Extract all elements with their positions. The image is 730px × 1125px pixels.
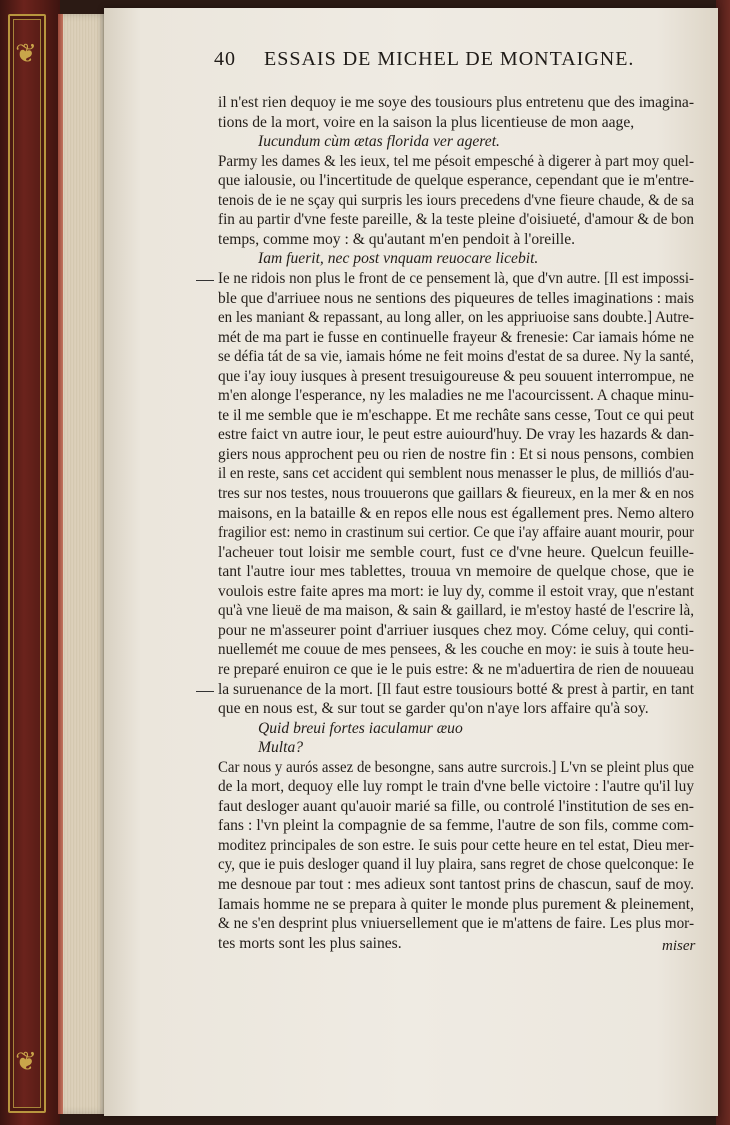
running-title: ESSAIS DE MICHEL DE MONTAIGNE. — [264, 48, 635, 70]
text-line: tes morts sont les plus saines. — [218, 934, 402, 952]
margin-mark — [196, 691, 214, 692]
text-line: estre faict vn autre iour, le peut estre auiourd'huy. De vray les hazards & dan- — [218, 426, 695, 444]
text-line: Iam fuerit, nec post vnquam reuocare licebit. — [258, 250, 539, 268]
book-cover-right — [716, 0, 730, 1125]
text-line: voulois estre faite apres ma mort: ie luy dy, comme il estoit vray, que n'estant — [218, 582, 694, 600]
text-line: l'acheuer tout loisir me semble court, fust ce d'vne heure. Quelcun feuille- — [218, 543, 694, 561]
text-line: ble que d'arriuee nous ne sentions des piqueures de telles imaginations : mais — [218, 289, 695, 307]
text-line: maisons, en la bataille & en repos elle nous est égallement pres. Nemo altero — [218, 504, 695, 522]
text-line: tres sur nos testes, nous trouuerons que gaillars & fieureux, en la mer & en nos — [218, 485, 694, 502]
ornament-icon: ❦ — [15, 1047, 37, 1077]
margin-mark — [196, 280, 214, 281]
text-line: Ie ne ridois non plus le front de ce pensement là, que d'vn autre. [Il est impossi- — [218, 269, 694, 287]
text-line: qu'à vne lieuë de ma maison, & sain & gaillard, ie m'estoy hasté de l'escrire là, — [218, 602, 694, 620]
text-line: de la mort, dequoy elle luy rompt le train d'vne belle victoire : l'autre qu'il luy — [218, 778, 695, 796]
text-line: Car nous y aurós assez de besongne, sans autre surcrois.] L'vn se pleint plus que — [218, 758, 695, 776]
text-line: Iamais homme ne se prepara à quiter le monde plus purement & pleinement, — [218, 895, 695, 913]
text-line: mét de ma part ie fusse en continuelle frayeur & frenesie: Car iamais hóme ne — [218, 328, 694, 346]
text-line: tant l'autre iour mes tablettes, trouua vn memoire de quelque chose, que ie — [218, 563, 694, 581]
catchword: miser — [662, 938, 696, 954]
text-line: moditez principales de son estre. Ie suis pour cette heure en tel estat, Dieu mer- — [218, 836, 695, 854]
gilt-border — [8, 14, 46, 1113]
text-line: Multa? — [258, 739, 304, 757]
text-line: Iucundum cùm ætas florida ver ageret. — [258, 133, 500, 151]
text-line: que en nous est, & sur tout se garder qu'on n'aye lors affaire qu'à soy. — [218, 700, 649, 718]
page-number: 40 — [214, 48, 236, 70]
text-line: fragilior est: nemo in crastinum sui certior. Ce que i'ay affaire auant mourir, pour — [218, 524, 695, 542]
text-line: que i'ay iouy iusques à present tresuigoureuse & peu souuent interrompue, ne — [218, 367, 694, 385]
text-line: te il me semble que ie m'eschappe. Et me rechâte sans cesse, Tout ce qui peut — [218, 406, 695, 424]
text-line: Quid breui fortes iaculamur æuo — [258, 719, 463, 737]
text-line: re preparé enuiron ce que ie le puis estre: & ne m'aduertira de rien de nouueau — [218, 660, 695, 678]
text-line: il en reste, sans cet accident qui semblent nous menasser le plus, de milliós d'au- — [218, 465, 695, 483]
text-line: faut desloger auant qu'auoir marié sa fille, ou controlé l'institution de ses en- — [218, 797, 694, 815]
text-line: que ialousie, ou l'incertitude de quelque esperance, cependant que ie m'entre- — [218, 172, 694, 190]
page-edges — [58, 14, 110, 1114]
text-line: pour ne m'asseurer point d'arriuer iusques chez moy. Cóme celuy, qui conti- — [218, 621, 694, 639]
text-line: nuellemét me couue de mes pensees, & les couche en moy: ie suis à toute heu- — [218, 641, 695, 659]
text-line: il n'est rien dequoy ie me soye des tousiours plus entretenu que des imagina- — [218, 94, 695, 111]
text-line: se défia tát de sa vie, iamais hóme ne feit moins d'estat de sa duree. Ny la santé, — [218, 348, 694, 366]
text-line: giers nous approchent peu ou rien de nostre fin : Et si nous pensons, combien — [218, 445, 694, 463]
text-line: la suruenance de la mort. [Il faut estre tousiours botté & prest à partir, en tant — [218, 680, 694, 698]
text-line: tions de la mort, voire en la saison la plus licentieuse de mon aage, — [218, 113, 635, 131]
running-head — [214, 48, 694, 71]
text-line: tenois de ie ne sçay qui surpris les iours precedens d'vne fieure chaude, & de sa — [218, 191, 695, 209]
text-line: fans : l'vn pleint la compagnie de sa femme, l'autre de son fils, comme com- — [218, 817, 694, 835]
text-line: cy, que ie puis desloger quand il luy plaira, sans regret de chose quelconque: Ie — [218, 856, 694, 874]
text-line: temps, comme moy : & qu'autant m'en pendoit à l'oreille. — [218, 230, 576, 248]
ornament-icon: ❦ — [15, 39, 37, 69]
text-line: me desnoue par tout : mes adieux sont tantost prins de chascun, sauf de moy. — [218, 876, 695, 893]
text-line: fin au partir d'vne feste pareille, & la teste pleine d'oisiueté, d'amour & de bon — [218, 211, 694, 229]
page-edge-red — [58, 14, 63, 1114]
book-cover-left — [0, 0, 60, 1125]
text-line: & ne s'en desprint plus vniuersellement que ie m'attens de faire. Les plus mor- — [218, 915, 695, 933]
text-line: en les maniant & repassant, au long aller, on les appriuoise sans doubte.] Autre- — [218, 309, 695, 327]
text-line: m'en alonge l'esperance, ny les maladies ne me l'acourcissent. A chaque minu- — [218, 387, 694, 405]
text-line: Parmy les dames & les ieux, tel me pésoit empesché à digerer à part moy quel- — [218, 152, 694, 170]
